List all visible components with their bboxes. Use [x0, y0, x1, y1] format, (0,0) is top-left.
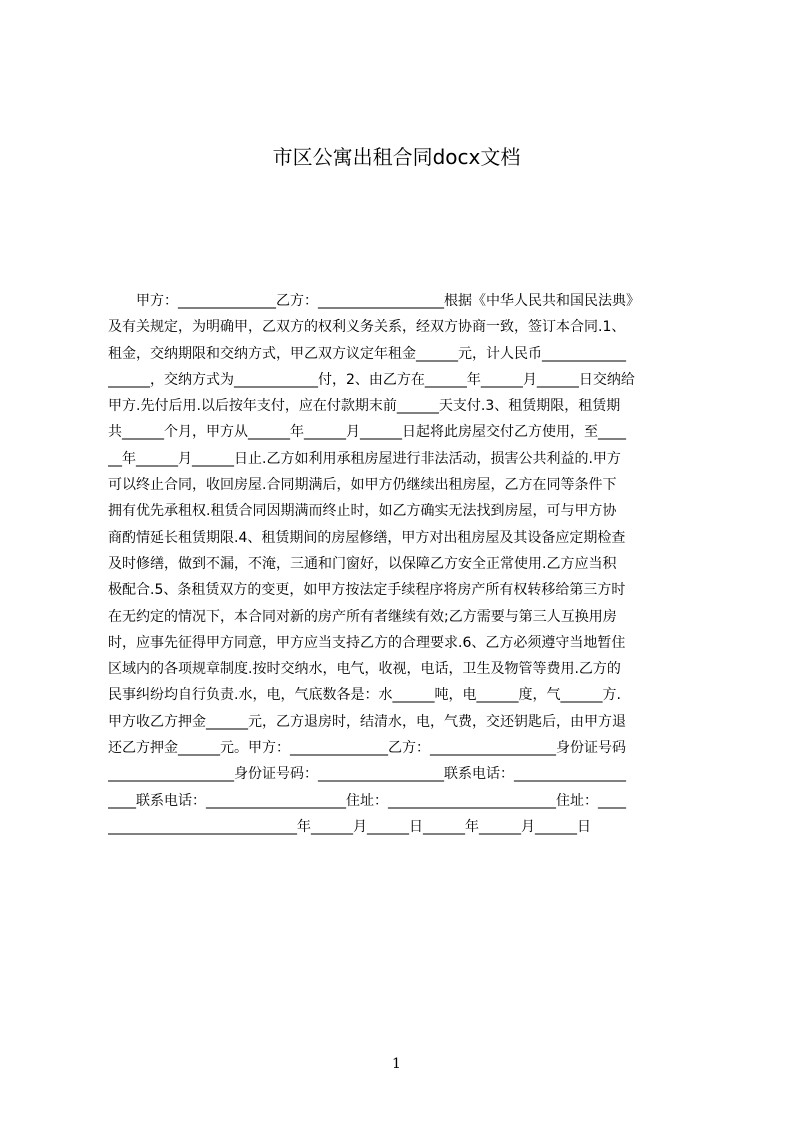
- contract-line: 及时修缮，做到不漏，不淹，三通和门窗好，以保障乙方安全正常使用.乙方应当积: [108, 555, 617, 572]
- contract-line: ______，交纳方式为____________付，2、由乙方在______年______月______日交纳给: [108, 371, 635, 388]
- document-title: 市区公寓出租合同docx文档: [272, 145, 521, 169]
- contract-line: __年______月______日止.乙方如利用承租房屋进行非法活动，损害公共利益的.甲方: [108, 450, 621, 467]
- contract-line: 极配合.5、条租赁双方的变更，如甲方按法定手续程序将房产所有权转移给第三方时: [108, 582, 626, 599]
- contract-line: 及有关规定，为明确甲，乙双方的权利义务关系，经双方协商一致，签订本合同.1、: [108, 319, 626, 336]
- contract-line: 甲方：______________乙方：__________________根据《中华人民共和国民法典》: [108, 293, 640, 309]
- contract-line: 甲方收乙方押金______元，乙方退房时，结清水，电，气费，交还钥匙后，由甲方退: [108, 713, 626, 730]
- contract-body: [108, 288, 698, 848]
- contract-line: 民事纠纷均自行负责.水，电，气底数各是：水______吨，电______度，气______方.: [108, 687, 621, 704]
- contract-line: 甲方.先付后用.以后按年支付，应在付款期末前______天支付.3、租赁期限，租赁期: [108, 398, 621, 415]
- contract-line: 可以终止合同，收回房屋.合同期满后，如甲方仍继续出租房屋，乙方在同等条件下: [108, 477, 617, 494]
- contract-line: __________________身份证号码：__________________联系电话：________________: [108, 766, 626, 783]
- contract-line: ____联系电话：____________________住址：________________________住址：____: [108, 792, 626, 809]
- contract-line: 时，应事先征得甲方同意，甲方应当支持乙方的合理要求.6、乙方必须遵守当地暂住: [108, 634, 626, 651]
- contract-line: 拥有优先承租权.租赁合同因期满而终止时，如乙方确实无法找到房屋，可与甲方协: [108, 503, 617, 520]
- contract-line: 在无约定的情况下，本合同对新的房产所有者继续有效;乙方需要与第三人互换用房: [108, 608, 617, 625]
- page-number: 1: [392, 1056, 401, 1072]
- contract-line: ___________________________年______月______日______年______月______日: [108, 818, 591, 835]
- contract-line: 商酌情延长租赁期限.4、租赁期间的房屋修缮，甲方对出租房屋及其设备应定期检查: [108, 529, 626, 546]
- contract-line: 还乙方押金______元。甲方：______________乙方：__________________身份证号码: [108, 740, 626, 757]
- contract-line: 共______个月，甲方从______年______月______日起将此房屋交付乙方使用，至____: [108, 424, 626, 441]
- contract-line: 租金，交纳期限和交纳方式，甲乙双方议定年租金______元，计人民币____________: [108, 345, 626, 362]
- contract-line: 区域内的各项规章制度.按时交纳水，电气，收视，电话，卫生及物管等费用.乙方的: [108, 661, 621, 678]
